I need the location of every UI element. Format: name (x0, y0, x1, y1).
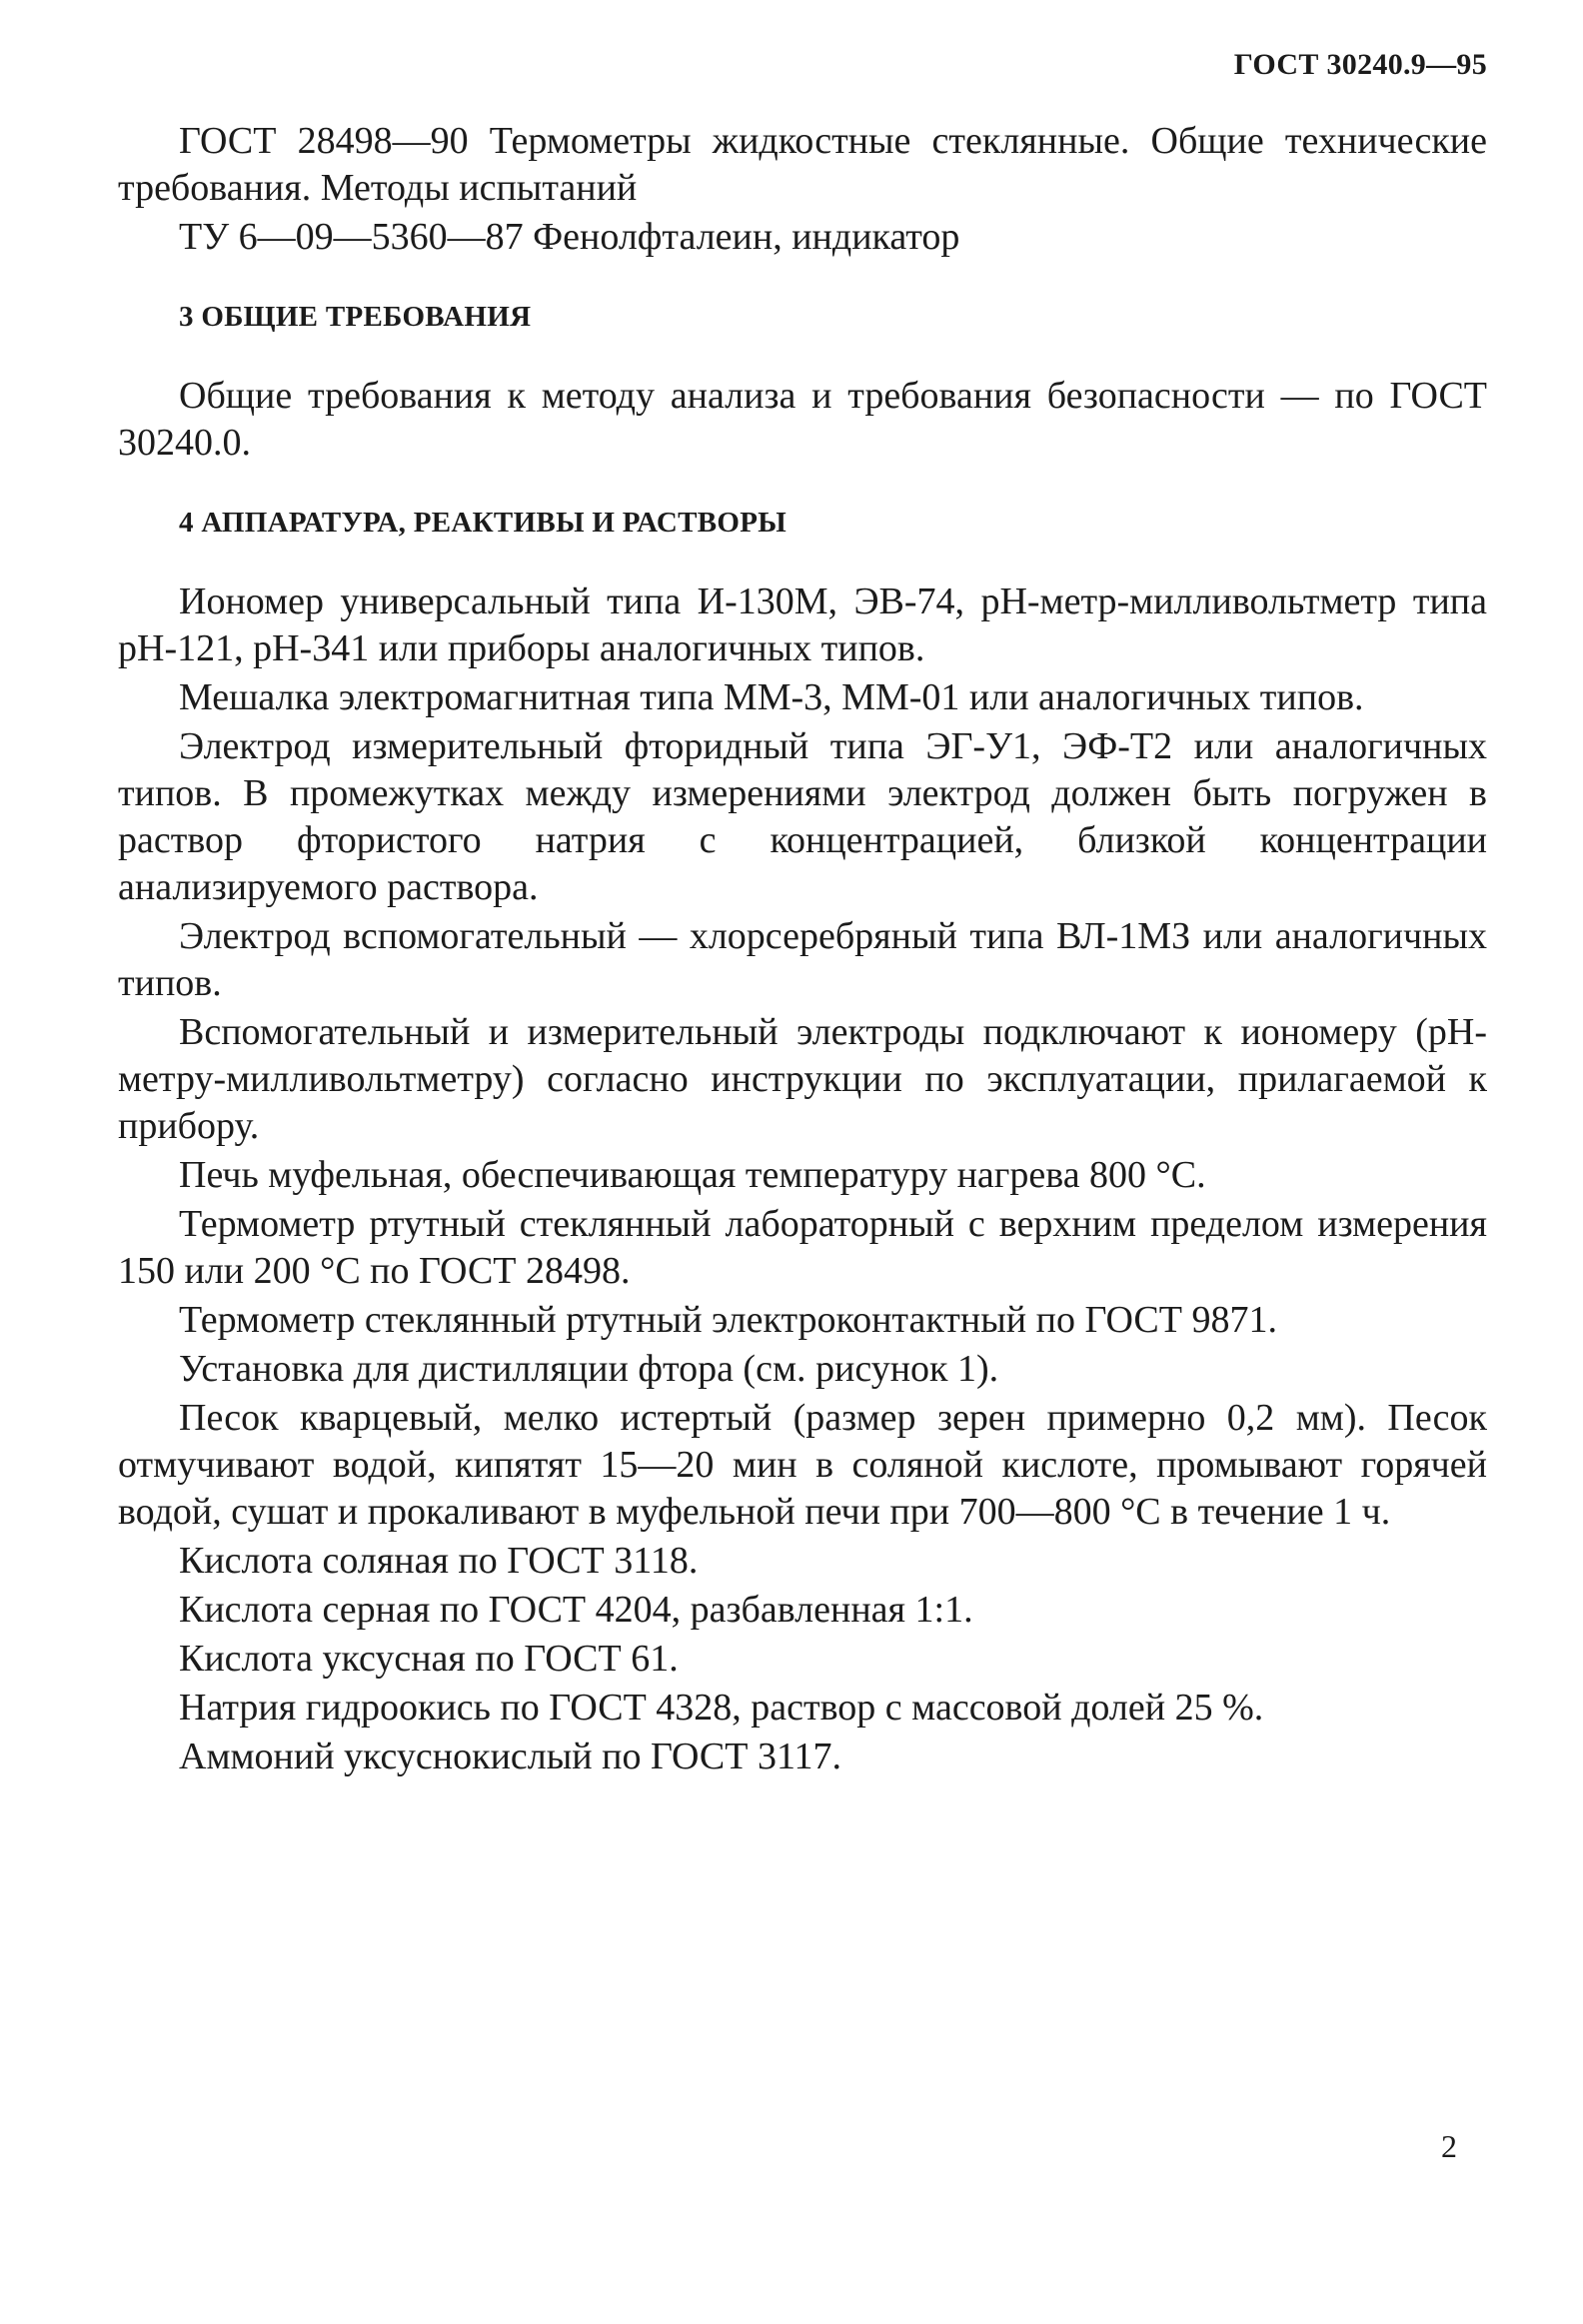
page-content (118, 118, 1487, 1782)
item-hydrochloric-acid: Кислота соляная по ГОСТ 3118. (179, 1540, 699, 1582)
item-ionomer: Иономер универсальный типа И-130М, ЭВ-74, рН-метр-милливольтметр типа рН-121, рН-341 или приборы аналогичных типов. (118, 581, 1487, 669)
section-3-heading: 3 ОБЩИЕ ТРЕБОВАНИЯ (179, 301, 532, 333)
item-electrode-connection: Вспомогательный и измерительный электроды подключают к иономеру (рН-метру-милливольтметру) согласно инструкции по эксплуатации, прилагаемой к прибору. (118, 1011, 1487, 1147)
item-sulfuric-acid: Кислота серная по ГОСТ 4204, разбавленная 1:1. (179, 1589, 973, 1631)
item-lab-thermometer: Термометр ртутный стеклянный лабораторный с верхним пределом измерения 150 или 200 °С по ГОСТ 28498. (118, 1203, 1487, 1292)
item-quartz-sand: Песок кварцевый, мелко истертый (размер зерен примерно 0,2 мм). Песок отмучивают водой, кипятят 15—20 мин в соляной кислоте, промывают горячей водой, сушат и прокаливают в муфельной печи при 700—800 °С в течение 1 ч. (118, 1397, 1487, 1533)
item-distillation-unit: Установка для дистилляции фтора (см. рисунок 1). (179, 1348, 999, 1390)
running-title: ГОСТ 30240.9—95 (1233, 48, 1487, 81)
section-4-heading: 4 АППАРАТУРА, РЕАКТИВЫ И РАСТВОРЫ (179, 507, 788, 539)
item-acetic-acid: Кислота уксусная по ГОСТ 61. (179, 1638, 679, 1680)
item-magnetic-stirrer: Мешалка электромагнитная типа ММ-3, ММ-01 или аналогичных типов. (179, 676, 1364, 718)
item-ammonium-acetate: Аммоний уксуснокислый по ГОСТ 3117. (179, 1736, 842, 1777)
item-sodium-hydroxide: Натрия гидроокись по ГОСТ 4328, раствор с массовой долей 25 %. (179, 1687, 1264, 1729)
page-number: 2 (1441, 2128, 1457, 2164)
item-electrocontact-thermometer: Термометр стеклянный ртутный электроконтактный по ГОСТ 9871. (179, 1299, 1277, 1341)
section-3-paragraph: Общие требования к методу анализа и требования безопасности — по ГОСТ 30240.0. (118, 375, 1487, 464)
item-fluoride-electrode: Электрод измерительный фторидный типа ЭГ-У1, ЭФ-Т2 или аналогичных типов. В промежутках между измерениями электрод должен быть погружен в раствор фтористого натрия с концентрацией, близкой концентрации анализируемого раствора. (118, 725, 1487, 908)
item-muffle-furnace: Печь муфельная, обеспечивающая температуру нагрева 800 °С. (179, 1154, 1206, 1196)
reference-gost-28498: ГОСТ 28498—90 Термометры жидкостные стеклянные. Общие технические требования. Методы испытаний (118, 120, 1487, 209)
item-reference-electrode: Электрод вспомогательный — хлорсеребряный типа ВЛ-1МЗ или аналогичных типов. (118, 915, 1487, 1004)
reference-tu-phenolphthalein: ТУ 6—09—5360—87 Фенолфталеин, индикатор (179, 216, 960, 258)
